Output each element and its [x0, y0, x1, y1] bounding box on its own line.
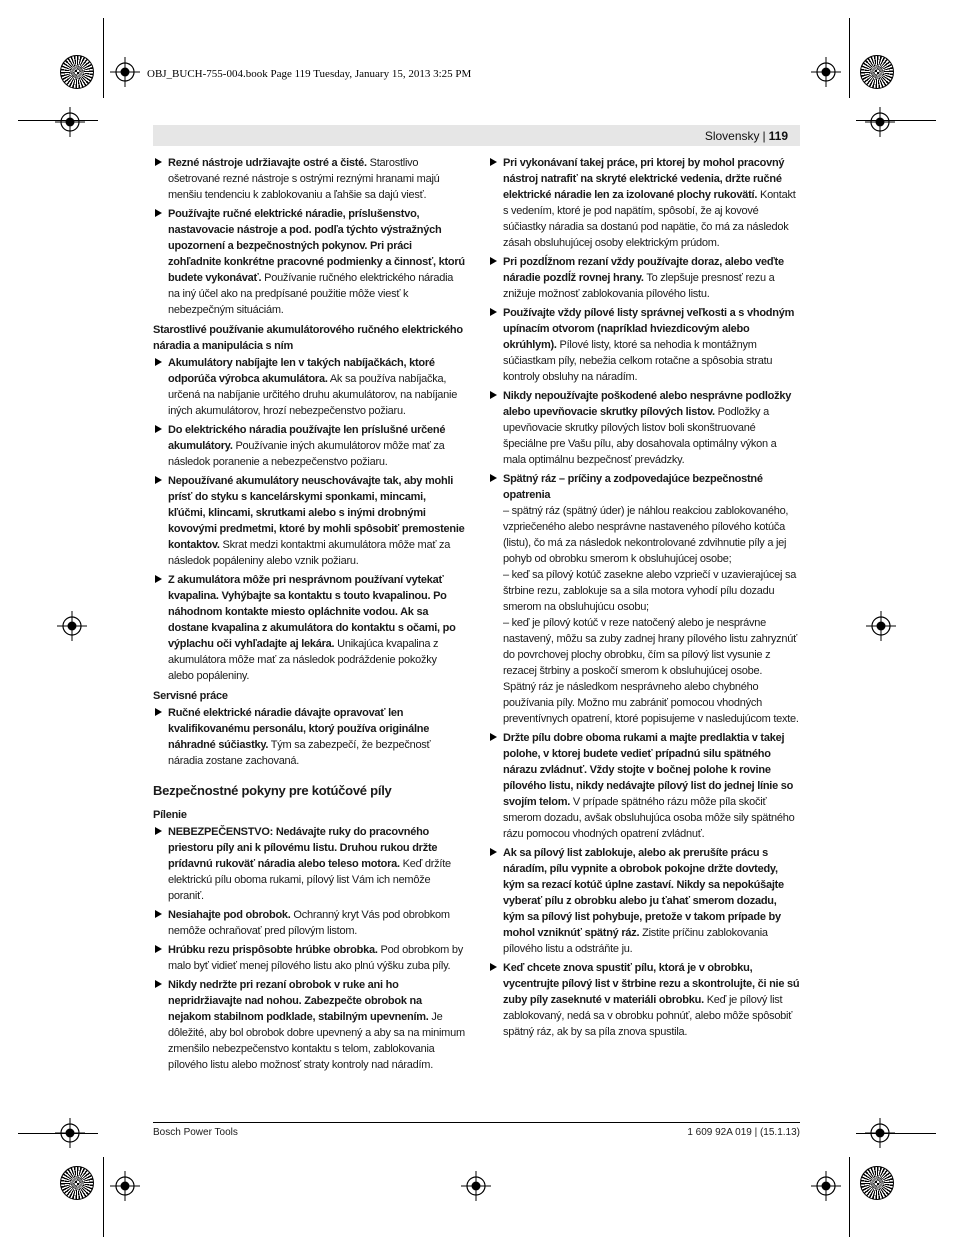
- item-text: Podložky a upevňovacie skrutky pílových listov boli skonštruované špeciálne pre Vašu pílu, aby dosahovala optimálny výkon a mala optimálnu bezpečnosť prevádzky.: [503, 406, 777, 466]
- language-label: Slovensky: [704, 129, 760, 143]
- item-text: Starostlivo ošetrované rezné nástroje s ostrými reznými hranami majú menšiu tendenciu k zablokovaniu a ľahšie sa dajú viesť.: [168, 157, 440, 201]
- list-item: [488, 960, 800, 1040]
- item-bold: Nepoužívané akumulátory neuschovávajte tak, aby mohli prísť do styku s kancelárskymi sponkami, mincami, kľúčmi, klincami, skrutkami alebo s inými drobnými kovovými predmetmi, ktoré by mohli spôsobiť premostenie kontaktov.: [168, 475, 465, 551]
- color-rosette-icon: [860, 1166, 894, 1200]
- list-item: [153, 705, 465, 769]
- color-rosette-icon: [60, 1166, 94, 1200]
- subheading: Pílenie: [153, 809, 187, 821]
- item-text: Pod obrobkom by malo byť vidieť menej pílového listu ako plnú výšku zuba píly.: [168, 944, 463, 972]
- list-item: [488, 471, 800, 727]
- bullet-arrow-icon: [155, 158, 162, 166]
- item-bold: Nikdy nepoužívajte poškodené alebo nesprávne podložky alebo upevňovacie skrutky pílových listov.: [503, 390, 792, 418]
- registration-mark-icon: [866, 611, 896, 641]
- crop-mark: [849, 1157, 850, 1237]
- bullet-arrow-icon: [155, 708, 162, 716]
- list-item: [153, 942, 465, 974]
- item-text: Zistite príčinu zablokovania pílového listu a odstráňte ju.: [503, 927, 768, 955]
- page-header: [153, 125, 800, 146]
- item-text: Kontakt s vedením, ktoré je pod napätím, spôsobí, že aj kovové súčiastky náradia sa dostanú pod napätie, čo má za následok zásah obsluhujúcej osoby elektrickým prúdom.: [503, 189, 796, 249]
- item-text: Keď je pílový list zablokovaný, nedá sa v obrobku pohnúť, alebo môže spôsobiť spätný ráz, ak by sa píla znova spustila.: [503, 994, 793, 1038]
- registration-mark-icon: [811, 1171, 841, 1201]
- item-bold: Z akumulátora môže pri nesprávnom používaní vytekať kvapalina. Vyhýbajte sa kontaktu s touto kvapalinou. Po náhodnom kontakte miesto opláchnite vodou. Ak sa dostane kvapalina z akumulátora do kontaktu s očami, po výplachu oči vyhľadajte aj lekára.: [168, 574, 456, 650]
- bullet-arrow-icon: [155, 209, 162, 217]
- dash-item: – spätný ráz (spätný úder) je náhlou reakciou zablokovaného, vzpriečeného alebo nesprávne nastaveného pílového kotúča (listu), čo má za následok nekontrolované zdvihnutie píly a jej pohyb od obrobku smerom k obsluhujúcej osobe;: [503, 505, 789, 565]
- registration-mark-icon: [865, 107, 895, 137]
- bullet-arrow-icon: [155, 827, 162, 835]
- item-text: To zlepšuje presnosť rezu a znižuje možnosť zablokovania pílového listu.: [503, 272, 775, 300]
- item-bold: Hrúbku rezu prispôsobte hrúbke obrobka.: [168, 944, 378, 956]
- footer-brand: Bosch Power Tools: [153, 1127, 238, 1138]
- registration-mark-icon: [57, 611, 87, 641]
- bullet-arrow-icon: [490, 848, 497, 856]
- list-item: [153, 977, 465, 1073]
- bullet-arrow-icon: [490, 474, 497, 482]
- list-item: [488, 254, 800, 302]
- list-item: [153, 355, 465, 419]
- item-bold: Rezné nástroje udržiavajte ostré a čisté.: [168, 157, 367, 169]
- bullet-arrow-icon: [155, 575, 162, 583]
- item-bold: Ručné elektrické náradie dávajte opravovať len kvalifikovanému personálu, ktorý používa originálne náhradné súčiastky.: [168, 707, 430, 751]
- item-bold: Akumulátory nabíjajte len v takých nabíjačkách, ktoré odporúča výrobca akumulátora.: [168, 357, 435, 385]
- item-bold: Pri vykonávaní takej práce, pri ktorej by mohol pracovný nástroj natrafiť na skryté elektrické vedenia, držte ručné elektrické náradie len za izolované plochy rukovätí.: [503, 157, 785, 201]
- list-item: [153, 907, 465, 939]
- list-item: [153, 155, 465, 203]
- section-title: Bezpečnostné pokyny pre kotúčové píly: [153, 783, 392, 798]
- item-bold: Nikdy nedržte pri rezaní obrobok v ruke ani ho nepridržiavajte nad nohou. Zabezpečte obrobok na nejakom stabilnom podklade, stabilným upevnením.: [168, 979, 429, 1023]
- list-item: [488, 305, 800, 385]
- list-item: [488, 388, 800, 468]
- crop-mark: [103, 18, 104, 98]
- item-bold: Spätný ráz – príčiny a zodpovedajúce bezpečnostné opatrenia: [503, 473, 763, 501]
- color-rosette-icon: [60, 55, 94, 89]
- bullet-arrow-icon: [155, 945, 162, 953]
- bullet-arrow-icon: [155, 425, 162, 433]
- bullet-arrow-icon: [490, 158, 497, 166]
- list-item: [153, 422, 465, 470]
- item-bold: Nesiahajte pod obrobok.: [168, 909, 291, 921]
- bullet-arrow-icon: [490, 391, 497, 399]
- list-item: [153, 572, 465, 684]
- header-separator: |: [762, 129, 766, 143]
- item-text: Používanie iných akumulátorov môže mať za následok poranenie a nebezpečenstvo požiaru.: [168, 440, 445, 468]
- list-item: [153, 473, 465, 569]
- registration-mark-icon: [865, 1118, 895, 1148]
- list-item: [153, 206, 465, 318]
- item-text: Používanie ručného elektrického náradia na iný účel ako na predpísané použitie môže viesť k nebezpečným situáciám.: [168, 272, 454, 316]
- item-bold: Do elektrického náradia používajte len príslušné určené akumulátory.: [168, 424, 446, 452]
- list-item: [488, 155, 800, 251]
- item-bold: Ak sa pílový list zablokuje, alebo ak prerušíte prácu s náradím, pílu vypnite a obrobok pokojne držte dovtedy, kým sa rezací kotúč úplne zastaví. Nikdy sa nepokúšajte vyberať pílu z obrobku alebo ju ťahať smerom dozadu, kým sa pílový list pohybuje, pretože v takom prípade by mohol vzniknúť spätný ráz.: [503, 847, 784, 939]
- registration-mark-icon: [811, 57, 841, 87]
- footer-rule: [153, 1122, 800, 1123]
- item-text: Keď držíte elektrickú pílu oboma rukami, pílový list Vám ich nemôže poraniť.: [168, 858, 451, 902]
- item-text: Ak sa používa nabíjačka, určená na nabíjanie určitého druhu akumulátorov, na nabíjanie iných akumulátorov, hrozí nebezpečenstvo požiaru.: [168, 373, 458, 417]
- registration-mark-icon: [55, 107, 85, 137]
- item-bold: Používajte ručné elektrické náradie, príslušenstvo, nastavovacie nástroje a pod. podľa týchto výstražných upozornení a bezpečnostných pokynov. Pri práci zohľadnite konkrétne pracovné podmienky a činnosť, ktorú budete vykonávať.: [168, 208, 465, 284]
- item-bold: Pri pozdĺžnom rezaní vždy používajte doraz, alebo veďte náradie pozdĺž rovnej hrany.: [503, 256, 784, 284]
- right-column: [488, 155, 800, 1043]
- registration-mark-icon: [110, 1171, 140, 1201]
- bullet-arrow-icon: [490, 963, 497, 971]
- subheading: Servisné práce: [153, 690, 228, 702]
- list-item: [488, 845, 800, 957]
- item-bold: Používajte vždy pílové listy správnej veľkosti a s vhodným upínacím otvorom (napríklad hviezdicovým alebo okrúhlym).: [503, 307, 795, 351]
- bullet-arrow-icon: [490, 308, 497, 316]
- color-rosette-icon: [860, 55, 894, 89]
- paragraph: Spätný ráz je následkom nesprávneho alebo chybného používania píly. Možno mu zabrániť pomocou vhodných preventívnych opatrení, ktoré popisujeme v nasledujúcom texte.: [503, 681, 799, 725]
- list-item: [488, 730, 800, 842]
- item-bold: Keď chcete znova spustiť pílu, ktorá je v obrobku, vycentrujte pílový list v štrbine rezu a skontrolujte, či nie sú zuby píly zaseknuté v materiáli obrobku.: [503, 962, 800, 1006]
- footer-doc-number: 1 609 92A 019 | (15.1.13): [687, 1127, 800, 1138]
- print-slug: OBJ_BUCH-755-004.book Page 119 Tuesday, January 15, 2013 3:25 PM: [147, 68, 472, 80]
- crop-mark: [103, 1157, 104, 1237]
- bullet-arrow-icon: [155, 358, 162, 366]
- dash-item: – keď je pílový kotúč v reze natočený alebo je nesprávne nastavený, môžu sa zuby zadnej hrany pílového listu zahryznúť do povrchovej plochy obrobku, čím sa pílový list vysunie z rezacej štrbiny a poskočí smerom k obsluhujúcej osobe.: [503, 617, 797, 677]
- registration-mark-icon: [461, 1171, 491, 1201]
- item-text: Pílové listy, ktoré sa nehodia k montážnym súčiastkam píly, nebežia celkom rotačne a spôsobia stratu kontroly obsluhy na náradím.: [503, 339, 773, 383]
- bullet-arrow-icon: [155, 980, 162, 988]
- left-column: [153, 155, 465, 1076]
- subheading: Starostlivé používanie akumulátorového ručného elektrického náradia a manipulácia s ním: [153, 324, 463, 352]
- item-bold: NEBEZPEČENSTVO: Nedávajte ruky do pracovného priestoru píly ani k pílovému listu. Druhou rukou držte prídavnú rukoväť náradia alebo teleso motora.: [168, 826, 438, 870]
- bullet-arrow-icon: [490, 257, 497, 265]
- registration-mark-icon: [55, 1118, 85, 1148]
- bullet-arrow-icon: [155, 476, 162, 484]
- page-number: 119: [768, 129, 788, 143]
- header-label: [705, 129, 788, 143]
- item-text: V prípade spätného rázu môže píla skočiť smerom dozadu, avšak obsluhujúca osoba môže sily spätného rázu pomocou vhodných opatrení zvládnuť.: [503, 796, 795, 840]
- registration-mark-icon: [110, 57, 140, 87]
- list-item: [153, 824, 465, 904]
- item-text: Skrat medzi kontaktmi akumulátora môže mať za následok popáleniny alebo vznik požiaru.: [168, 539, 451, 567]
- item-text: Je dôležité, aby bol obrobok dobre upevnený a aby sa na minimum zmenšilo nebezpečenstvo kontaktu s telom, zablokovania pílového listu alebo možnosť straty kontroly nad náradím.: [168, 1011, 465, 1071]
- bullet-arrow-icon: [155, 910, 162, 918]
- crop-mark: [849, 18, 850, 98]
- dash-item: – keď sa pílový kotúč zasekne alebo vzpriečí v uzavierajúcej sa štrbine rezu, zablokuje sa a sila motora vyhodí pílu dozadu smerom na obsluhujúcu osobu;: [503, 569, 797, 613]
- item-bold: Držte pílu dobre oboma rukami a majte predlaktia v takej polohe, v ktorej budete vedieť prípadnú silu spätného nárazu zvládnuť. Vždy stojte v bočnej polohe k rovine pílového listu, nikdy nedávajte pílový list do jednej línie so svojím telom.: [503, 732, 794, 808]
- item-text: Tým sa zabezpečí, že bezpečnosť náradia zostane zachovaná.: [168, 739, 431, 767]
- item-text: Unikajúca kvapalina z akumulátora môže mať za následok podráždenie pokožky alebo popáleniny.: [168, 638, 439, 682]
- item-text: Ochranný kryt Vás pod obrobkom nemôže ochraňovať pred pílovým listom.: [168, 909, 450, 937]
- bullet-arrow-icon: [490, 733, 497, 741]
